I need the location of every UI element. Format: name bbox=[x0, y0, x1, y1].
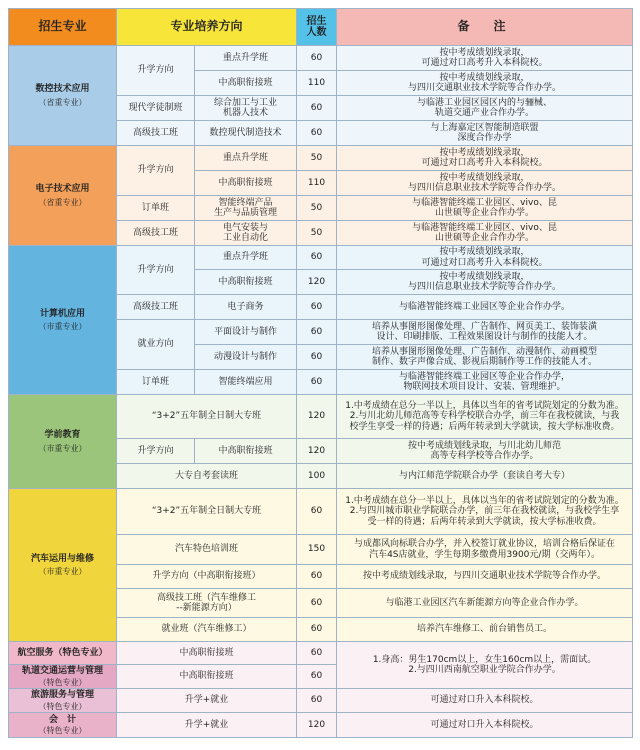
direction-group: 订单班 bbox=[117, 196, 195, 221]
direction-sub: 智能终端产品 生产与品质管理 bbox=[195, 196, 297, 221]
count-cell: 100 bbox=[297, 464, 337, 489]
header-row bbox=[9, 9, 633, 46]
major-name: 数控技术应用 bbox=[35, 84, 90, 95]
table-row bbox=[9, 689, 633, 713]
note-cell: 与成都风向标联合办学，并入校签订就业协议，培训合格后保证在 汽车4S店就业，学生每期多缴费用3900元/期（交两年）。 bbox=[337, 535, 633, 565]
table-row bbox=[9, 642, 633, 665]
direction-group: 高级技工班 bbox=[117, 121, 195, 146]
major-tag: （特色专业） bbox=[38, 726, 87, 736]
note-cell: 1.中考成绩在总分一半以上，具体以当年的省考试院划定的分数为准。 2.与四川城市职业学院联合办学，前三年在我校就读，与我校学生享 受一样的待遇；后两年转录到大学就读，按大学标准收费。 bbox=[337, 489, 633, 535]
direction-group: 就业方向 bbox=[117, 320, 195, 370]
count-cell: 120 bbox=[297, 270, 337, 295]
direction-group: 高级技工班 bbox=[117, 221, 195, 246]
direction-sub: 电子商务 bbox=[195, 295, 297, 320]
count-cell: 110 bbox=[297, 71, 337, 96]
major-cell bbox=[9, 489, 117, 642]
count-cell: 60 bbox=[297, 96, 337, 121]
header-direction: 专业培养方向 bbox=[117, 9, 297, 46]
count-cell: 60 bbox=[297, 689, 337, 713]
note-cell: 与临港智能终端工业园区、vivo、昆 山世硕等企业合作办学。 bbox=[337, 221, 633, 246]
count-cell: 60 bbox=[297, 320, 337, 345]
major-name: 旅游服务与管理 bbox=[30, 690, 94, 701]
table-row bbox=[9, 489, 633, 535]
direction-sub: 综合加工与工业 机器人技术 bbox=[195, 96, 297, 121]
count-cell: 120 bbox=[297, 395, 337, 439]
major-tag: （特色专业） bbox=[38, 677, 87, 687]
major-name: 会 计 bbox=[48, 714, 76, 725]
note-cell: 与内江师范学院联合办学（套读自考大专） bbox=[337, 464, 633, 489]
direction-group: 升学方向 bbox=[117, 246, 195, 295]
direction-group: 现代学徒制班 bbox=[117, 96, 195, 121]
major-tag: （市重专业） bbox=[38, 443, 87, 453]
direction-cell: 升学+就业 bbox=[117, 713, 297, 738]
count-cell: 60 bbox=[297, 295, 337, 320]
count-cell: 120 bbox=[297, 713, 337, 738]
direction-sub: 中高职衔接班 bbox=[195, 439, 297, 464]
count-cell: 60 bbox=[297, 642, 337, 665]
count-cell: 60 bbox=[297, 618, 337, 642]
note-cell: 与临港工业园区汽车新能源方向等企业合作办学。 bbox=[337, 589, 633, 618]
count-cell: 60 bbox=[297, 246, 337, 270]
major-name: 电子技术应用 bbox=[35, 184, 90, 195]
count-cell: 60 bbox=[297, 565, 337, 589]
note-cell: 与临港智能终端工业园区、vivo、昆 山世硕等企业合作办学。 bbox=[337, 196, 633, 221]
note-cell: 与临港工业园区园区内的与骊械、 轨道交通产业合作办学。 bbox=[337, 96, 633, 121]
count-cell: 150 bbox=[297, 535, 337, 565]
direction-sub: 电气安装与 工业自动化 bbox=[195, 221, 297, 246]
major-cell bbox=[9, 395, 117, 489]
direction-group: 升学方向 bbox=[117, 146, 195, 196]
note-cell: 培养从事图形图像处理、广告制作、网页美工、装饰装潢 设计、印刷排版、工程效果图设计与制作的技能人才。 bbox=[337, 320, 633, 345]
note-cell: 培养汽车维修工、前台销售员工。 bbox=[337, 618, 633, 642]
note-cell: 可通过对口升入本科院校。 bbox=[337, 689, 633, 713]
direction-group: 升学方向 bbox=[117, 439, 195, 464]
direction-sub: 中高职衔接班 bbox=[195, 71, 297, 96]
direction-sub: 中高职衔接班 bbox=[195, 270, 297, 295]
note-cell: 1.身高：男生170cm以上，女生160cm以上，需面试。 2.与四川西南航空职业学院合作办学。 bbox=[337, 642, 633, 689]
direction-group: 升学方向 bbox=[117, 46, 195, 96]
major-cell bbox=[9, 46, 117, 146]
direction-cell: 汽车特色培训班 bbox=[117, 535, 297, 565]
note-cell: 1.中考成绩在总分一半以上，具体以当年的省考试院划定的分数为准。 2.与川北幼儿师范高等专科学校联合办学，前三年在我校就读，与我 校学生享受一样的待遇；后两年转录到大学就读，按大学标准收费。 bbox=[337, 395, 633, 439]
direction-cell: 升学+就业 bbox=[117, 689, 297, 713]
major-name: 轨道交通运营与管理 bbox=[21, 666, 103, 677]
direction-cell: 升学方向（中高职衔接班） bbox=[117, 565, 297, 589]
note-cell: 与临港智能终端工业园区等企业合作办学， 物联网技术项目设计、安装、管理维护。 bbox=[337, 370, 633, 395]
note-cell: 与临港智能终端工业园区等企业合作办学。 bbox=[337, 295, 633, 320]
major-tag: （特色专业） bbox=[38, 701, 87, 711]
major-name: 计算机应用 bbox=[39, 308, 85, 319]
major-tag: （省重专业） bbox=[38, 197, 87, 207]
direction-cell: “3+2”五年制全日制大专班 bbox=[117, 489, 297, 535]
header-note: 备 注 bbox=[337, 9, 633, 46]
direction-cell: 就业班（汽车维修工） bbox=[117, 618, 297, 642]
count-cell: 60 bbox=[297, 46, 337, 71]
direction-group: 高级技工班 bbox=[117, 295, 195, 320]
note-cell: 与上海嘉定区智能制造联盟 深度合作办学 bbox=[337, 121, 633, 146]
count-cell: 50 bbox=[297, 146, 337, 171]
table-row bbox=[9, 246, 633, 270]
direction-group: 订单班 bbox=[117, 370, 195, 395]
major-cell bbox=[9, 642, 117, 665]
major-name: 航空服务（特色专业） bbox=[17, 647, 108, 658]
direction-sub: 平面设计与制作 bbox=[195, 320, 297, 345]
major-cell bbox=[9, 713, 117, 738]
direction-sub: 重点升学班 bbox=[195, 146, 297, 171]
direction-sub: 数控现代制造技术 bbox=[195, 121, 297, 146]
count-cell: 50 bbox=[297, 196, 337, 221]
note-cell: 可通过对口升入本科院校。 bbox=[337, 713, 633, 738]
major-tag: （市重专业） bbox=[38, 567, 87, 577]
count-cell: 60 bbox=[297, 489, 337, 535]
note-cell: 按中考成绩划线录取， 与四川交通职业技术学院等合作办学。 bbox=[337, 71, 633, 96]
note-cell: 按中考成绩划线录取， 与四川信息职业技术学院等合作办学。 bbox=[337, 270, 633, 295]
direction-sub: 中高职衔接班 bbox=[195, 171, 297, 196]
direction-sub: 动漫设计与制作 bbox=[195, 345, 297, 370]
major-cell bbox=[9, 665, 117, 689]
note-cell: 按中考成绩划线录取，与川北幼儿师范 高等专科学校等合作办学。 bbox=[337, 439, 633, 464]
major-tag: （市重专业） bbox=[38, 322, 87, 332]
direction-cell: 大专自考套读班 bbox=[117, 464, 297, 489]
note-cell: 培养从事图形图像处理、广告制作、动漫制作、动画模型 制作、数字声像合成、影视后期制作等工作的技能人才。 bbox=[337, 345, 633, 370]
direction-sub: 智能终端应用 bbox=[195, 370, 297, 395]
count-cell: 120 bbox=[297, 439, 337, 464]
direction-cell: 中高职衔接班 bbox=[117, 665, 297, 689]
table-row bbox=[9, 46, 633, 71]
admission-table bbox=[8, 8, 633, 738]
note-cell: 按中考成绩划线录取， 可通过对口高考升入本科院校。 bbox=[337, 246, 633, 270]
major-name: 学前教育 bbox=[44, 430, 81, 441]
direction-sub: 重点升学班 bbox=[195, 246, 297, 270]
count-cell: 60 bbox=[297, 665, 337, 689]
count-cell: 60 bbox=[297, 589, 337, 618]
direction-sub: 重点升学班 bbox=[195, 46, 297, 71]
major-tag: （省重专业） bbox=[38, 97, 87, 107]
count-cell: 60 bbox=[297, 370, 337, 395]
header-major: 招生专业 bbox=[9, 9, 117, 46]
note-cell: 按中考成绩划线录取， 与四川信息职业技术学院等合作办学。 bbox=[337, 171, 633, 196]
major-cell bbox=[9, 689, 117, 713]
direction-cell: “3+2”五年制全日制大专班 bbox=[117, 395, 297, 439]
direction-cell: 中高职衔接班 bbox=[117, 642, 297, 665]
major-cell bbox=[9, 146, 117, 246]
table-row bbox=[9, 146, 633, 171]
note-cell: 按中考成绩划线录取，与四川交通职业技术学院等合作办学。 bbox=[337, 565, 633, 589]
count-cell: 50 bbox=[297, 221, 337, 246]
table-row bbox=[9, 395, 633, 439]
header-count: 招生 人数 bbox=[297, 9, 337, 46]
note-cell: 按中考成绩划线录取， 可通过对口高考升入本科院校。 bbox=[337, 146, 633, 171]
count-cell: 110 bbox=[297, 171, 337, 196]
count-cell: 60 bbox=[297, 345, 337, 370]
direction-cell: 高级技工班（汽车维修工 --新能源方向） bbox=[117, 589, 297, 618]
count-cell: 60 bbox=[297, 121, 337, 146]
major-name: 汽车运用与维修 bbox=[30, 553, 94, 564]
table-row bbox=[9, 713, 633, 738]
note-cell: 按中考成绩划线录取， 可通过对口高考升入本科院校。 bbox=[337, 46, 633, 71]
major-cell bbox=[9, 246, 117, 395]
